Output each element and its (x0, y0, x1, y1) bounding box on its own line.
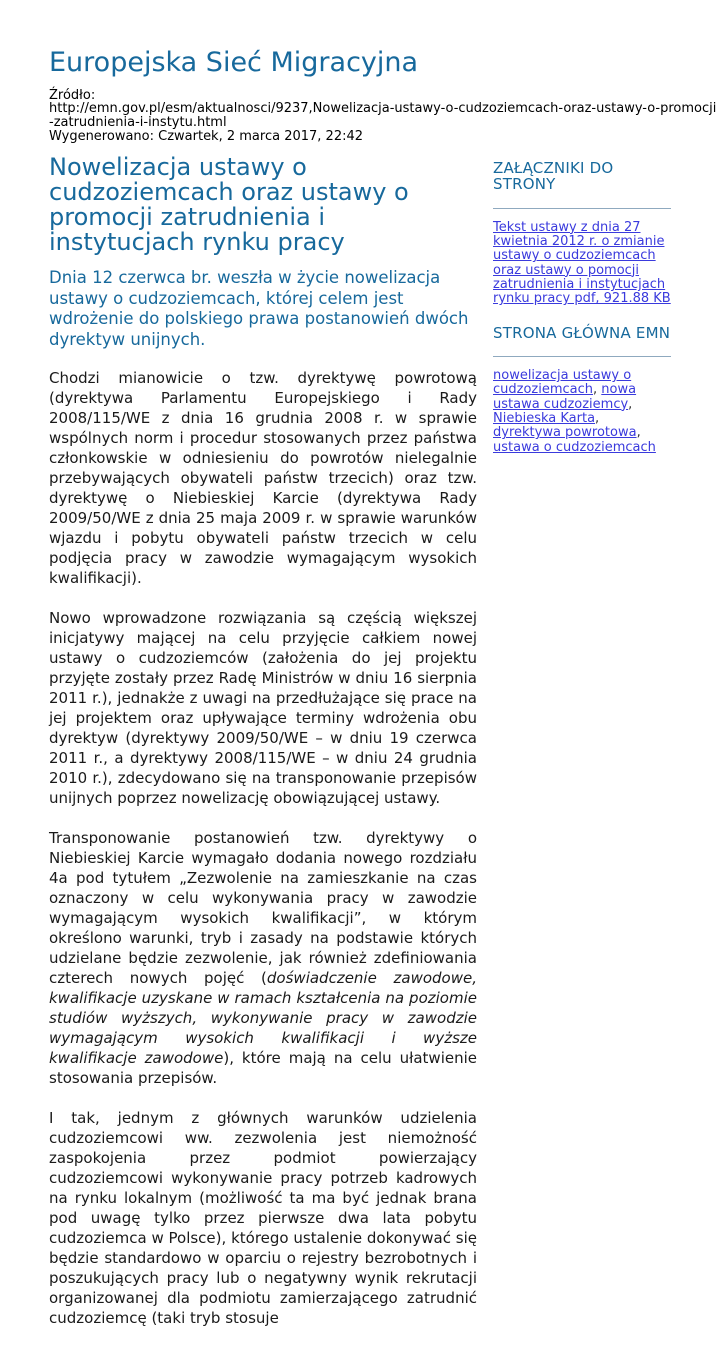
source-label: Źródło: (49, 87, 96, 103)
emn-keyword-link[interactable]: dyrektywa powrotowa (493, 425, 637, 441)
paragraph-3-text-end: ), które mają na celu ułatwienie stosowania przepisów. (49, 1049, 477, 1088)
source-meta (49, 89, 718, 144)
article-paragraph-2: Nowo wprowadzone rozwiązania są częścią większej inicjatywy mającej na celu przyjęcie całkiem nowej ustawy o cudzoziemców (założenia do jej projektu przyjęte zostały przez Radę Ministrów w dniu 16 sierpnia 2011 r.), jednakże z uwagi na przedłużające się prace na jej projektem oraz upływające terminy wdrożenia obu dyrektyw (dyrektywy 2009/50/WE – w dniu 19 czerwca 2011 r., a dyrektywy 2008/115/WE – w dniu 24 grudnia 2010 r.), zdecydowano się na transponowanie przepisów unijnych poprzez nowelizację obowiązującej ustawy. (49, 609, 477, 808)
attachments-list (493, 221, 671, 307)
emn-keyword-link[interactable]: nowelizacja ustawy o cudzoziemcach (493, 368, 632, 398)
emn-home-heading: STRONA GŁÓWNA EMN (493, 323, 671, 342)
site-title: Europejska Sieć Migracyjna (49, 47, 419, 78)
article-column (49, 152, 477, 1348)
source-url: http://emn.gov.pl/esm/aktualnosci/9237,Nowelizacja-ustawy-o-cudzoziemcach-oraz-ustawy-o-promocji-zatrudnienia-i-instytu.html (49, 101, 717, 131)
emn-keyword-link[interactable]: Niebieska Karta (493, 410, 596, 426)
emn-keyword-link[interactable]: ustawa o cudzoziemcach (493, 439, 656, 455)
emn-keyword-links (493, 369, 671, 455)
attachments-heading: ZAŁĄCZNIKI DO STRONY (493, 158, 614, 194)
article-title: Nowelizacja ustawy o cudzoziemcach oraz ustawy o promocji zatrudnienia i instytucjach rynku pracy (49, 152, 409, 256)
link-separator: , (593, 382, 602, 398)
attachment-pdf-link[interactable]: Tekst ustawy z dnia 27 kwietnia 2012 r. o zmianie ustawy o cudzoziemcach oraz ustawy o pomocji zatrudnienia i instytucjach rynku pracy pdf, 921.88 KB (493, 219, 671, 307)
article-paragraph-3 (49, 828, 477, 1088)
content-columns (49, 152, 718, 1348)
paragraph-3-text: Transponowanie postanowień tzw. dyrektywy o Niebieskiej Karcie wymagało dodania nowego rozdziału 4a pod tytułem „Zezwolenie na zamieszkanie na czas oznaczony w celu wykonywania pracy w zawodzie wymagającym wysokich kwalifikacji”, w którym określono warunki, tryb i zasady na podstawie których udzielane będzie zezwolenie, jak również zdefiniowania czterech nowych pojęć ( (49, 829, 477, 988)
sidebar (493, 155, 671, 1348)
link-separator: , (595, 410, 600, 426)
link-separator: , (636, 425, 641, 441)
article-paragraph-1: Chodzi mianowicie o tzw. dyrektywę powrotową (dyrektywa Parlamentu Europejskiego i Rady 2008/115/WE z dnia 16 grudnia 2008 r. w sprawie wspólnych norm i procedur stosowanych przez państwa członkowskie w odniesieniu do powrotów nielegalnie przebywających obywateli państw trzecich) oraz tzw. dyrektywę o Niebieskiej Karcie (dyrektywa Rady 2009/50/WE z dnia 25 maja 2009 r. w sprawie warunków wjazdu i pobytu obywateli państw trzecich w celu podjęcia pracy w zawodzie wymagającym wysokich kwalifikacji). (49, 369, 477, 588)
sidebar-divider (493, 208, 671, 209)
link-separator: , (628, 396, 633, 412)
emn-keyword-link[interactable]: nowa ustawa cudzoziemcy (493, 382, 637, 412)
generated-timestamp: Wygenerowano: Czwartek, 2 marca 2017, 22:42 (49, 128, 364, 144)
article-lead: Dnia 12 czerwca br. weszła w życie nowelizacja ustawy o cudzoziemcach, której celem jest wdrożenie do polskiego prawa postanowień dwóch dyrektyw unijnych. (49, 267, 469, 350)
paragraph-3-italic-terms: doświadczenie zawodowe, kwalifikacje uzyskane w ramach kształcenia na poziomie studiów wyższych, wykonywanie pracy w zawodzie wymagającym wysokich kwalifikacji i wyższe kwalifikacje zawodowe (49, 969, 477, 1068)
sidebar-divider (493, 356, 671, 357)
article-paragraph-4: I tak, jednym z głównych warunków udzielenia cudzoziemcowi ww. zezwolenia jest niemożność zaspokojenia przez podmiot powierzający cudzoziemcowi wykonywanie pracy potrzeb kadrowych na rynku lokalnym (możliwość ta ma być jednak brana pod uwagę tylko przez pierwsze dwa lata pobytu cudzoziemca w Polsce), którego ustalenie dokonywać się będzie standardowo w oparciu o rejestry bezrobotnych i poszukujących pracy lub o negatywny wynik rekrutacji organizowanej dla podmiotu zamierzającego zatrudnić cudzoziemcę (taki tryb stosuje (49, 1109, 477, 1328)
